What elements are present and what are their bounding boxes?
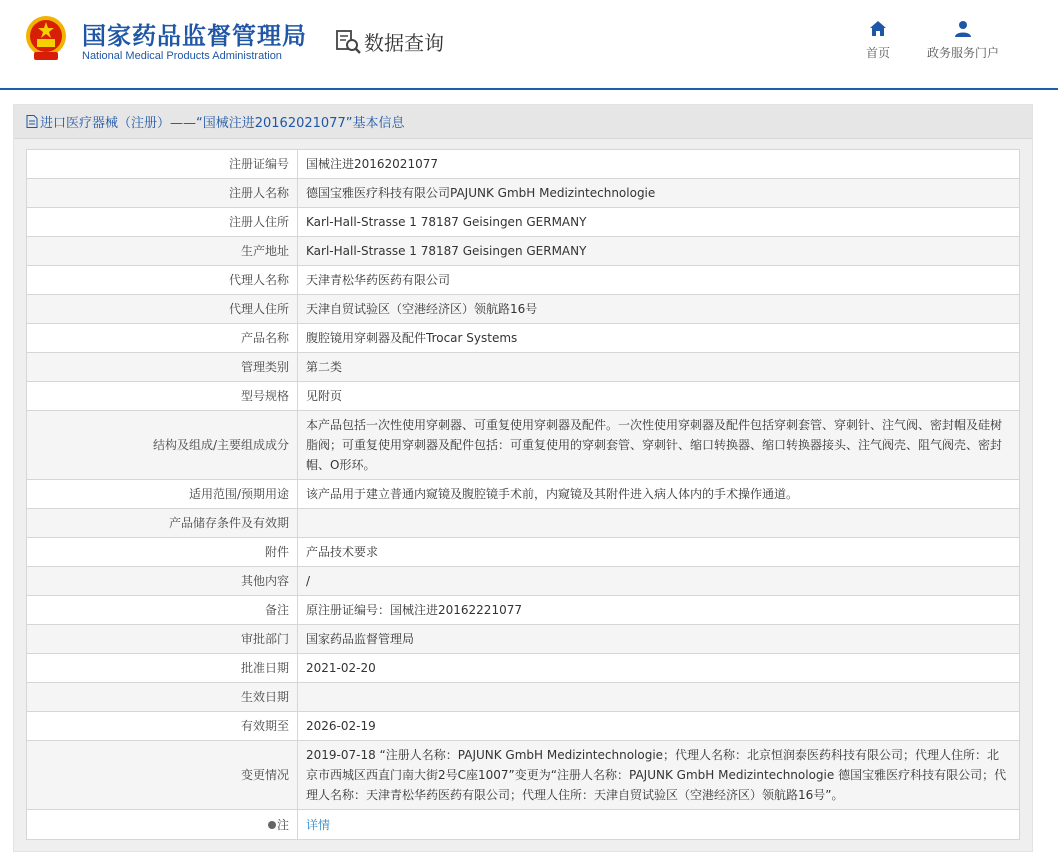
row-label: 代理人名称 xyxy=(27,266,298,295)
row-label: 型号规格 xyxy=(27,382,298,411)
note-value-cell xyxy=(298,810,1020,840)
row-value: 2021-02-20 xyxy=(298,654,1020,683)
row-value: 天津自贸试验区（空港经济区）领航路16号 xyxy=(298,295,1020,324)
nav-home-label: 首页 xyxy=(865,46,890,60)
table-row xyxy=(27,683,1020,712)
table-row xyxy=(27,654,1020,683)
table-row xyxy=(27,324,1020,353)
row-label: 代理人住所 xyxy=(27,295,298,324)
row-value: 原注册证编号：国械注进20162221077 xyxy=(298,596,1020,625)
row-label: 生效日期 xyxy=(27,683,298,712)
detail-panel xyxy=(13,104,1033,852)
row-value: 德国宝雅医疗科技有限公司PAJUNK GmbH Medizintechnologie xyxy=(298,179,1020,208)
nav-home[interactable] xyxy=(862,20,894,61)
row-label: 注册人名称 xyxy=(27,179,298,208)
table-row xyxy=(27,596,1020,625)
row-value xyxy=(298,683,1020,712)
row-value: / xyxy=(298,567,1020,596)
table-row xyxy=(27,509,1020,538)
site-title-en: National Medical Products Administration xyxy=(82,50,282,62)
table-row xyxy=(27,712,1020,741)
nav-service-portal[interactable] xyxy=(924,20,1002,61)
row-value: 2026-02-19 xyxy=(298,712,1020,741)
row-label: 适用范围/预期用途 xyxy=(27,480,298,509)
data-query-heading xyxy=(334,26,444,56)
row-value: Karl-Hall-Strasse 1 78187 Geisingen GERMANY xyxy=(298,237,1020,266)
row-value: 第二类 xyxy=(298,353,1020,382)
row-value: 国械注进20162021077 xyxy=(298,150,1020,179)
row-label: 有效期至 xyxy=(27,712,298,741)
row-value: 天津青松华药医药有限公司 xyxy=(298,266,1020,295)
row-value: 本产品包括一次性使用穿刺器、可重复使用穿刺器及配件。一次性使用穿刺器及配件包括穿刺套管、穿刺针、注气阀、密封帽及硅树脂阀；可重复使用穿刺器及配件包括：可重复使用的穿刺套管、穿刺针、缩口转换器、缩口转换器接头、注气阀壳、阻气阀壳、密封帽、O形环。 xyxy=(298,411,1020,480)
table-row xyxy=(27,625,1020,654)
table-row xyxy=(27,150,1020,179)
row-value xyxy=(298,509,1020,538)
table-row xyxy=(27,567,1020,596)
note-label-cell xyxy=(27,810,298,840)
row-value: 见附页 xyxy=(298,382,1020,411)
nav-service-portal-label: 政务服务门户 xyxy=(926,46,999,60)
pin-icon xyxy=(268,821,276,829)
data-query-label: 数据查询 xyxy=(364,30,444,55)
row-label: 其他内容 xyxy=(27,567,298,596)
site-header xyxy=(0,0,1058,90)
row-label: 变更情况 xyxy=(27,741,298,810)
row-label: 注册人住所 xyxy=(27,208,298,237)
table-row xyxy=(27,179,1020,208)
table-row xyxy=(27,266,1020,295)
home-icon xyxy=(869,20,887,38)
row-label: 审批部门 xyxy=(27,625,298,654)
row-value: 该产品用于建立普通内窥镜及腹腔镜手术前，内窥镜及其附件进入病人体内的手术操作通道。 xyxy=(298,480,1020,509)
row-label: 生产地址 xyxy=(27,237,298,266)
table-row xyxy=(27,411,1020,480)
national-emblem-icon xyxy=(24,14,68,62)
row-value: 产品技术要求 xyxy=(298,538,1020,567)
row-label: 管理类别 xyxy=(27,353,298,382)
row-value: 腹腔镜用穿刺器及配件Trocar Systems xyxy=(298,324,1020,353)
row-label: 附件 xyxy=(27,538,298,567)
user-icon xyxy=(954,20,972,38)
table-row xyxy=(27,810,1020,840)
table-row xyxy=(27,208,1020,237)
table-row xyxy=(27,382,1020,411)
info-table xyxy=(26,149,1020,840)
row-label: 产品名称 xyxy=(27,324,298,353)
table-row xyxy=(27,237,1020,266)
table-row xyxy=(27,741,1020,810)
table-row xyxy=(27,480,1020,509)
row-label: 注册证编号 xyxy=(27,150,298,179)
row-value: 2019-07-18 “注册人名称：PAJUNK GmbH Medizintechnologie；代理人名称：北京恒润泰医药科技有限公司；代理人住所：北京市西城区西直门南大街2号C座1007”变更为“注册人名称：PAJUNK GmbH Medizintechnologie 德国宝雅医疗科技有限公司；代理人名称：天津青松华药医药有限公司；代理人住所：天津自贸试验区（空港经济区）领航路16号”。 xyxy=(298,741,1020,810)
note-label: 注 xyxy=(276,817,289,832)
table-row xyxy=(27,353,1020,382)
table-row xyxy=(27,538,1020,567)
panel-header xyxy=(14,105,1032,139)
row-value: 国家药品监督管理局 xyxy=(298,625,1020,654)
row-value: Karl-Hall-Strasse 1 78187 Geisingen GERMANY xyxy=(298,208,1020,237)
row-label: 产品储存条件及有效期 xyxy=(27,509,298,538)
row-label: 结构及组成/主要组成成分 xyxy=(27,411,298,480)
row-label: 备注 xyxy=(27,596,298,625)
document-search-icon xyxy=(334,27,362,55)
row-label: 批准日期 xyxy=(27,654,298,683)
table-row xyxy=(27,295,1020,324)
details-link[interactable]: 详情 xyxy=(306,817,331,832)
site-title-cn: 国家药品监督管理局 xyxy=(82,22,307,50)
document-icon xyxy=(26,115,38,128)
panel-title: 进口医疗器械（注册）——“国械注进20162021077”基本信息 xyxy=(40,116,405,131)
